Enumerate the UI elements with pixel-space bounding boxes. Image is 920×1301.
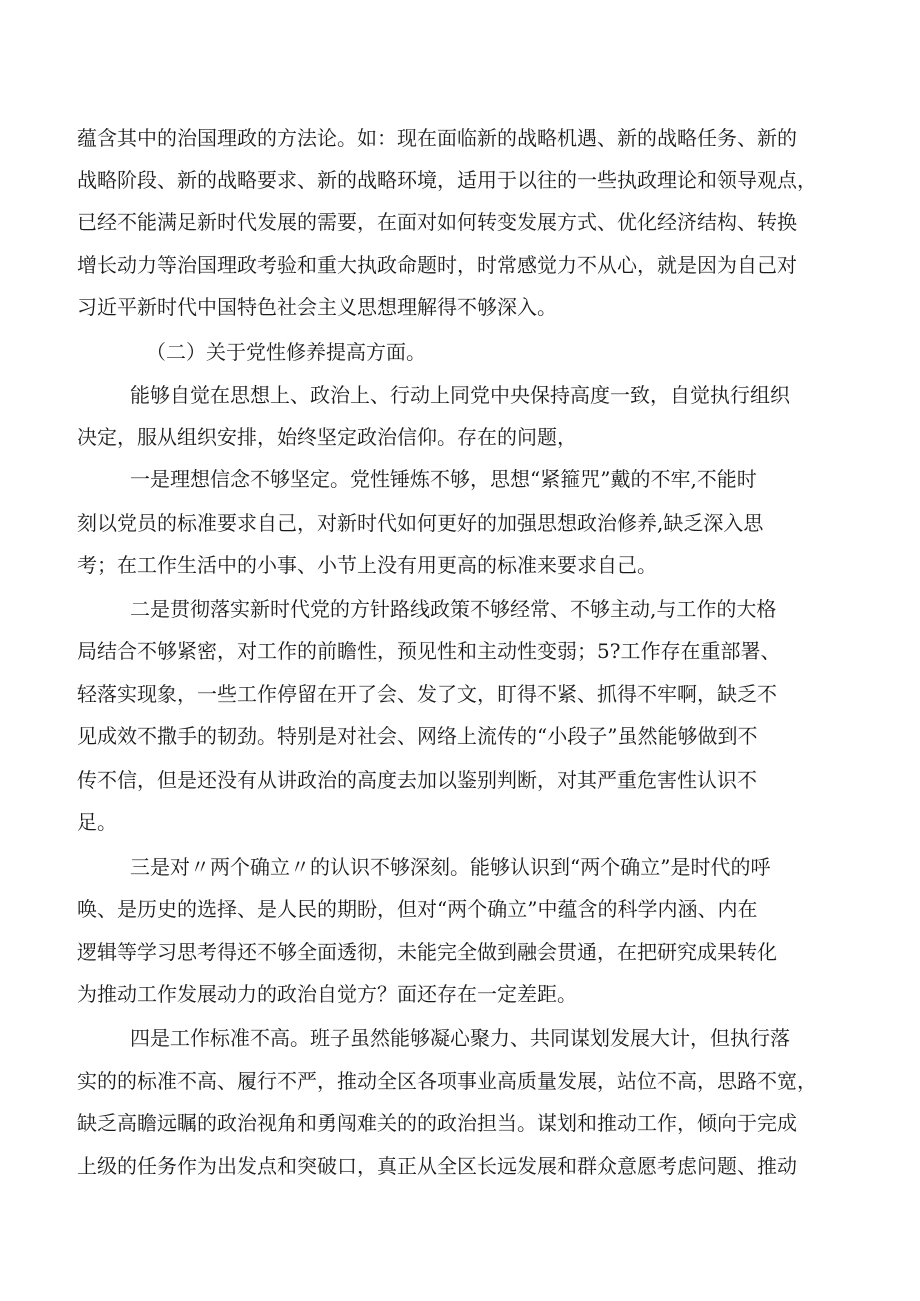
text-line: 逻辑等学习思考得还不够全面透彻，未能完全做到融会贯通，在把研究成果转化 (77, 940, 777, 964)
section-heading: （二）关于党性修养提高方面。 (146, 340, 426, 364)
text-line: 二是贯彻落实新时代党的方针路线政策不够经常、不够主动,与工作的大格 (130, 597, 777, 621)
text-line: 考；在工作生活中的小事、小节上没有用更高的标准来要求自己。 (77, 553, 657, 577)
text-line: 能够自觉在思想上、政治上、行动上同党中央保持高度一致，自觉执行组织 (130, 383, 790, 407)
text-line: 一是理想信念不够坚定。党性锤炼不够，思想“紧箍咒”戴的不牢,不能时 (130, 467, 757, 491)
text-line: 习近平新时代中国特色社会主义思想理解得不够深入。 (77, 295, 557, 319)
text-line: 战略阶段、新的战略要求、新的战略环境，适用于以往的一些执政理论和领导观点， (77, 168, 817, 192)
text-line: 蕴含其中的治国理政的方法论。如：现在面临新的战略机遇、新的战略任务、新的 (77, 126, 797, 150)
text-line: 已经不能满足新时代发展的需要，在面对如何转变发展方式、优化经济结构、转换 (77, 210, 797, 234)
text-line: 增长动力等治国理政考验和重大执政命题时，时常感觉力不从心，就是因为自己对 (77, 253, 797, 277)
text-line: 唤、是历史的选择、是人民的期盼，但对“两个确立”中蕴含的科学内涵、内在 (77, 897, 758, 921)
text-line: 刻以党员的标准要求自己，对新时代如何更好的加强思想政治修养,缺乏深入思 (77, 511, 764, 535)
text-line: 为推动工作发展动力的政治自觉方？面还存在一定差距。 (77, 982, 577, 1006)
text-line: 轻落实现象，一些工作停留在开了会、发了文，盯得不紧、抓得不牢啊，缺乏不 (77, 682, 777, 706)
text-line: 局结合不够紧密，对工作的前瞻性，预见性和主动性变弱；5?工作存在重部署、 (77, 639, 781, 663)
text-line: 实的的标准不高、履行不严，推动全区各项事业高质量发展，站位不高，思路不宽， (77, 1069, 817, 1093)
text-line: 三是对〃两个确立〃的认识不够深刻。能够认识到“两个确立”是时代的呼 (130, 855, 771, 879)
text-line: 传不信，但是还没有从讲政治的高度去加以鉴别判断，对其严重危害性认识不 (77, 768, 757, 792)
text-line: 决定，服从组织安排，始终坚定政治信仰。存在的问题， (77, 425, 577, 449)
text-line: 缺乏高瞻远瞩的政治视角和勇闯难关的的政治担当。谋划和推动工作，倾向于完成 (77, 1111, 797, 1135)
text-line: 上级的任务作为出发点和突破口，真正从全区长远发展和群众意愿考虑问题、推动 (77, 1154, 797, 1178)
text-line: 见成效不撒手的韧劲。特别是对社会、网络上流传的“小段子”虽然能够做到不 (77, 724, 758, 748)
text-line: 四是工作标准不高。班子虽然能够凝心聚力、共同谋划发展大计，但执行落 (130, 1026, 790, 1050)
text-line: 足。 (77, 810, 117, 834)
